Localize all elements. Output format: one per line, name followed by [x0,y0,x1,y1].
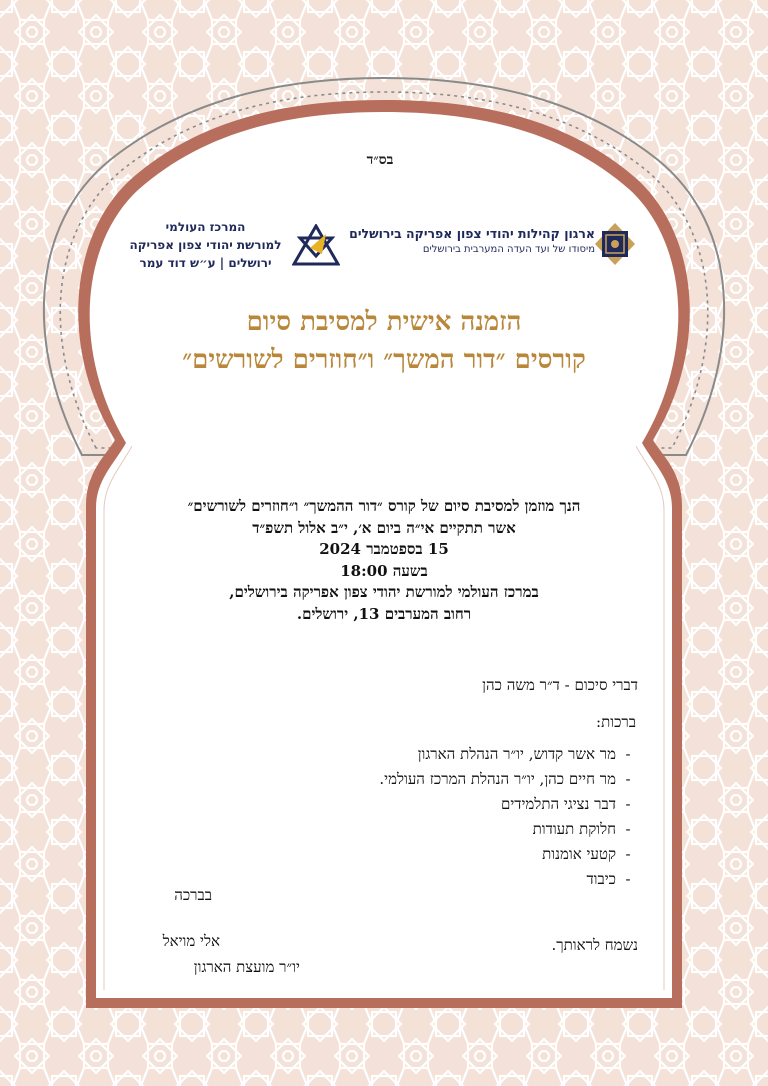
list-item [260,742,640,767]
bsd-heading: בס״ד [366,152,394,168]
list-dash: - [625,770,631,788]
intro-line: רחוב המערבים 13, ירושלים. [296,604,472,623]
summary-speaker: דברי סיכום - ד״ר משה כהן [482,676,638,694]
intro-line: אשר תתקיים אי״ה ביום א׳, י״ב אלול תשפ״ד [252,518,516,537]
world-center-logo-text [118,218,293,272]
invitation-title: הזמנה אישית למסיבת סיום [246,307,522,337]
list-item [260,842,640,867]
org-seal-icon [594,222,636,266]
left-org-line-1: המרכז העולמי [165,220,246,234]
list-item-text: כיבוד [586,870,616,888]
list-dash: - [625,820,631,838]
left-org-line-3: ירושלים | ע״ש דוד עמר [139,256,272,270]
event-details [100,496,668,625]
courses-title: קורסים ״דור המשך״ ו״חוזרים לשורשים״ [182,345,586,375]
list-item [260,767,640,792]
signer-name: אלי מויאל [162,932,220,950]
program-list [260,742,640,892]
intro-line: בשעה 18:00 [340,561,428,580]
intro-line: במרכז העולמי למורשת יהודי צפון אפריקה בירושלים, [229,583,539,601]
list-dash: - [625,745,631,763]
list-item [260,817,640,842]
list-dash: - [625,795,631,813]
star-logo-icon [292,224,340,268]
signer-role: יו״ר מועצת הארגון [193,958,300,976]
list-item-text: מר אשר קדוש, יו״ר הנהלת הארגון [417,745,616,763]
org-logo-text [345,226,595,255]
intro-line: 15 בספטמבר 2024 [319,540,449,558]
list-item [260,867,640,892]
list-dash: - [625,845,631,863]
rsvp-text: נשמח לראותך. [551,936,638,954]
list-dash: - [625,870,631,888]
org-name: ארגון קהילות יהודי צפון אפריקה בירושלים [349,226,595,241]
closing-greeting: בברכה [174,886,212,904]
blessings-label: ברכות: [596,713,636,731]
list-item-text: חלוקת תעודות [532,820,616,838]
list-item-text: דבר נציגי התלמידים [500,795,616,813]
list-item-text: מר חיים כהן, יו״ר הנהלת המרכז העולמי. [379,770,616,788]
list-item [260,792,640,817]
list-item-text: קטעי אומנות [542,845,616,863]
left-org-line-2: למורשת יהודי צפון אפריקה [129,238,282,252]
intro-line: הנך מוזמן למסיבת סיום של קורס ״דור ההמשך״ ו״חוזרים לשורשים״ [187,497,581,515]
org-subtitle: מיסודו של ועד העדה המערבית בירושלים [422,244,595,255]
